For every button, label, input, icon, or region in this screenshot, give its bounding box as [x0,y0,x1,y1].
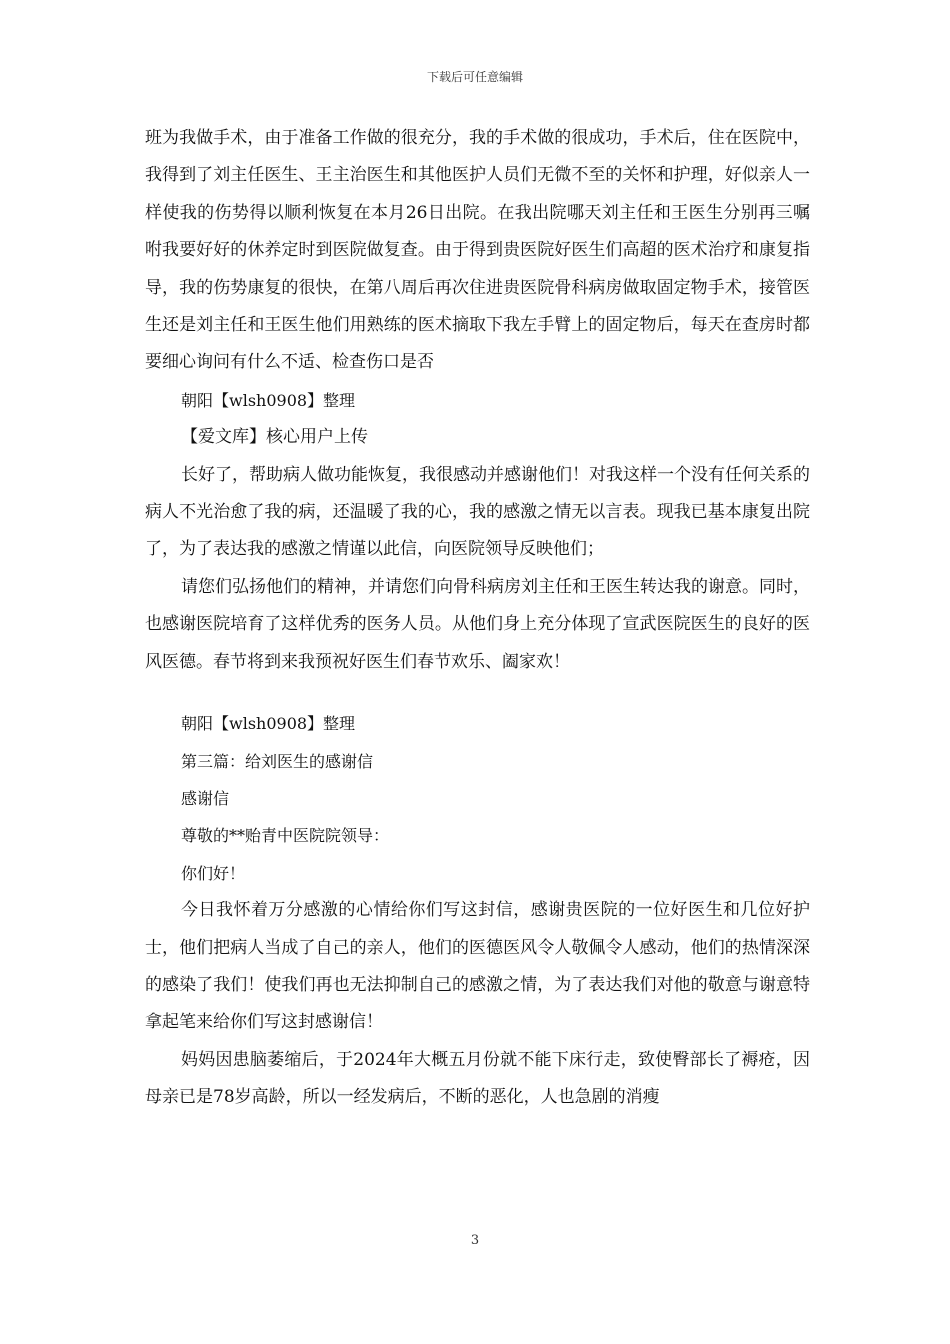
letter-salutation: 尊敬的**贻青中医院院领导： [181,826,390,846]
source-note: 朝阳【wlsh0908】整理 [181,390,356,410]
source-note: 朝阳【wlsh0908】整理 [181,714,356,734]
letter-greeting: 你们好！ [181,863,246,883]
page-header: 下载后可任意编辑 [426,70,523,84]
letter-title: 感谢信 [181,788,230,808]
paragraph: 请您们弘扬他们的精神，并请您们向骨科病房刘主任和王医生转达我的谢意。同时，也感谢医院培育了这样优秀的医务人员。从他们身上充分体现了宣武医院医生的良好的医风医德。春节将到来我预祝好医生们春节欢乐、阖家欢！ [145,576,810,672]
paragraph: 长好了，帮助病人做功能恢复，我很感动并感谢他们！对我这样一个没有任何关系的病人不光治愈了我的病，还温暖了我的心，我的感激之情无以言表。现我已基本康复出院了，为了表达我的感激之情谨以此信，向医院领导反映他们； [145,464,810,560]
paragraph: 妈妈因患脑萎缩后，于2024年大概五月份就不能下床行走，致使臀部长了褥疮，因母亲已是78岁高龄，所以一经发病后，不断的恶化，人也急剧的消瘦 [145,1049,810,1108]
page-number: 3 [470,1233,480,1248]
paragraph: 今日我怀着万分感激的心情给你们写这封信，感谢贵医院的一位好医生和几位好护士，他们把病人当成了自己的亲人，他们的医德医风令人敬佩令人感动，他们的热情深深的感染了我们！使我们再也无法抑制自己的感激之情，为了表达我们对他的敬意与谢意特拿起笔来给你们写这封感谢信！ [145,900,810,1033]
document-body [145,120,810,1117]
paragraph: 班为我做手术，由于准备工作做的很充分，我的手术做的很成功，手术后，住在医院中，我得到了刘主任医生、王主治医生和其他医护人员们无微不至的关怀和护理，好似亲人一样使我的伤势得以顺利恢复在本月26日出院。在我出院哪天刘主任和王医生分别再三嘱咐我要好好的休养定时到医院做复查。由于得到贵医院好医生们高超的医术治疗和康复指导，我的伤势康复的很快，在第八周后再次住进贵医院骨科病房做取固定物手术，接管医生还是刘主任和王医生他们用熟练的医术摘取下我左手臂上的固定物后，每天在查房时都要细心询问有什么不适、检查伤口是否 [145,128,810,373]
section-title: 第三篇：给刘医生的感谢信 [181,751,374,771]
upload-note: 【爱文库】核心用户上传 [181,427,368,448]
blank-line [145,681,810,705]
